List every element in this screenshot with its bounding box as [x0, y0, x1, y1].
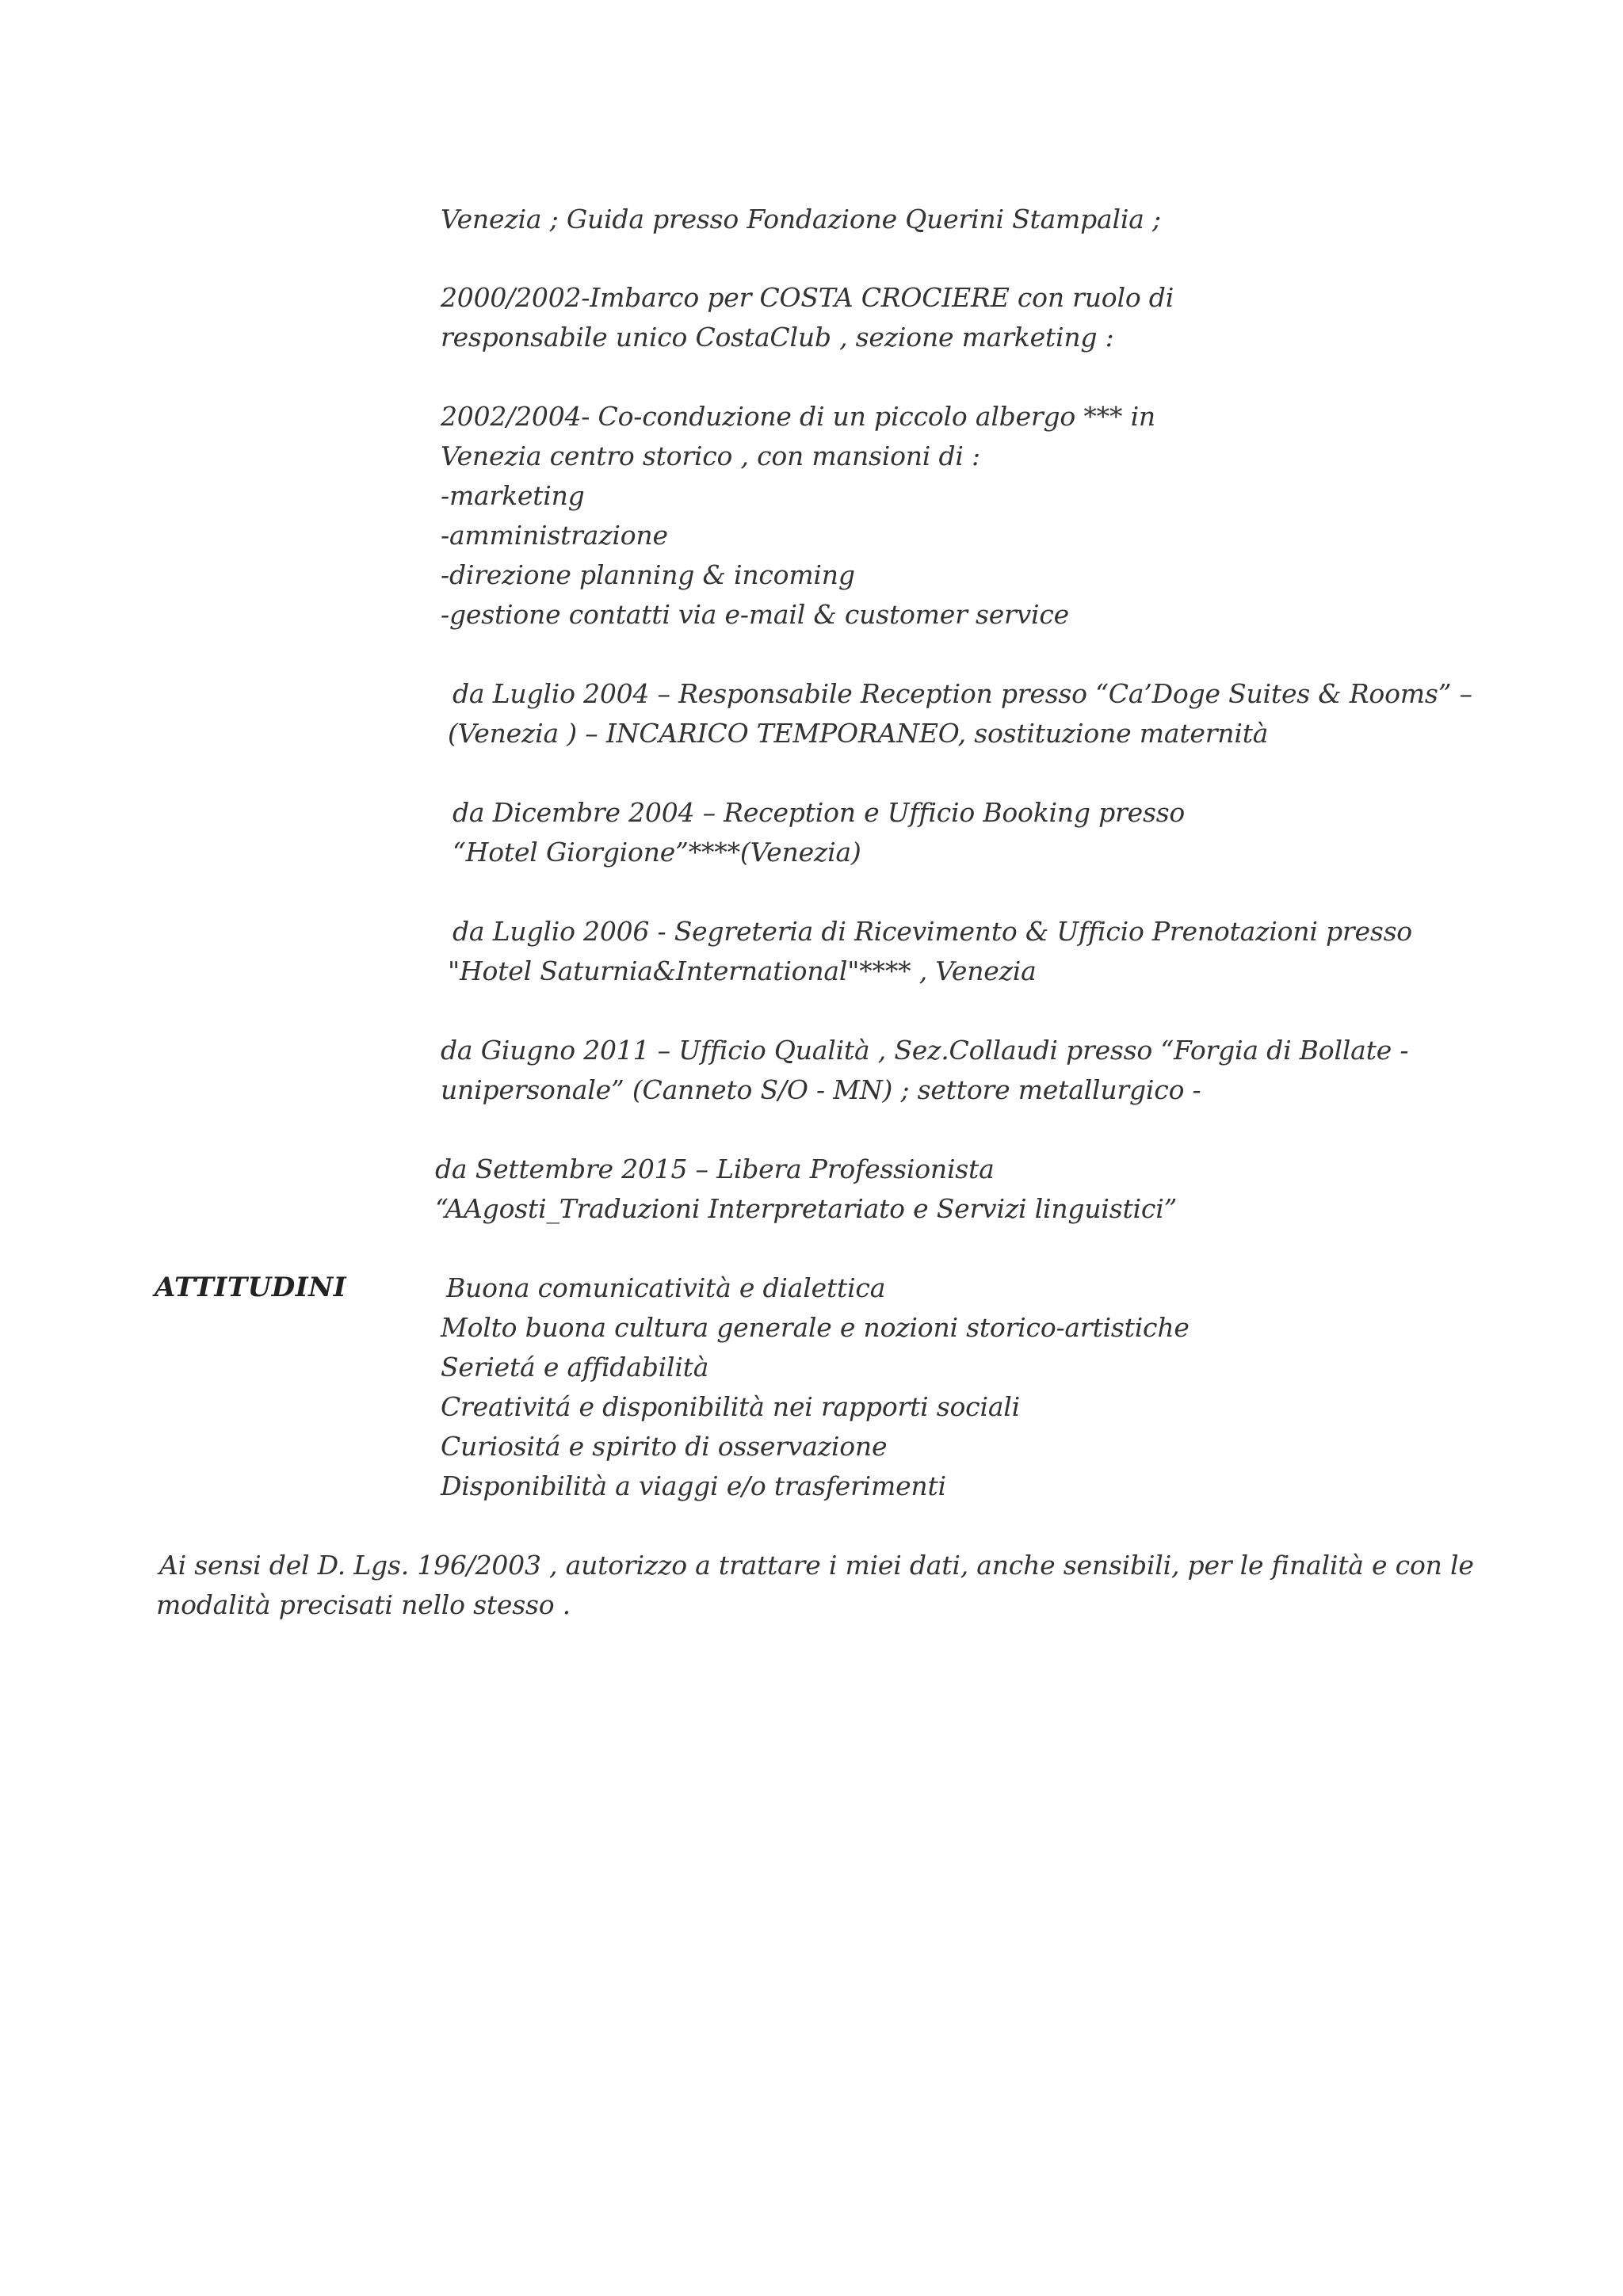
experience-line: Venezia ; Guida presso Fondazione Querini Stampalia ; [441, 204, 1161, 235]
section-heading-attitudini: ATTITUDINI [155, 1272, 347, 1303]
experience-line: da Luglio 2006 - Segreteria di Ricevimento & Ufficio Prenotazioni presso [453, 916, 1412, 947]
experience-line: -direzione planning & incoming [441, 559, 855, 590]
privacy-statement-line: Ai sensi del D. Lgs. 196/2003 , autorizzo a trattare i miei dati, anche sensibili, per le finalità e con le [159, 1550, 1474, 1581]
experience-line: responsabile unico CostaClub , sezione marketing : [441, 322, 1114, 353]
attitude-item: Disponibilità a viaggi e/o trasferimenti [441, 1470, 946, 1501]
privacy-statement-line: modalità precisati nello stesso . [156, 1589, 571, 1620]
attitude-item: Molto buona cultura generale e nozioni storico-artistiche [441, 1312, 1190, 1343]
experience-line: unipersonale” (Canneto S/O - MN) ; settore metallurgico - [441, 1074, 1201, 1105]
experience-line: 2002/2004- Co-conduzione di un piccolo albergo *** in [441, 401, 1155, 432]
attitude-item: Buona comunicatività e dialettica [446, 1272, 886, 1303]
experience-line: da Giugno 2011 – Ufficio Qualità , Sez.Collaudi presso “Forgia di Bollate - [441, 1035, 1409, 1066]
experience-line: (Venezia ) – INCARICO TEMPORANEO, sostituzione maternità [448, 718, 1269, 749]
experience-line: da Dicembre 2004 – Reception e Ufficio Booking presso [453, 797, 1186, 828]
experience-line: “Hotel Giorgione”****(Venezia) [453, 837, 861, 868]
experience-line: -amministrazione [441, 520, 668, 551]
attitude-item: Creativitá e disponibilità nei rapporti sociali [441, 1391, 1021, 1422]
experience-line: da Settembre 2015 – Libera Professionista [435, 1154, 995, 1184]
experience-line: "Hotel Saturnia&International"**** , Venezia [448, 955, 1037, 986]
experience-line: -marketing [441, 480, 585, 511]
experience-line: 2000/2002-Imbarco per COSTA CROCIERE con ruolo di [441, 282, 1174, 313]
experience-line: -gestione contatti via e-mail & customer service [441, 599, 1070, 630]
experience-line: Venezia centro storico , con mansioni di : [441, 441, 980, 471]
experience-line: “AAgosti_Traduzioni Interpretariato e Servizi linguistici” [435, 1193, 1178, 1224]
attitude-item: Curiositá e spirito di osservazione [441, 1431, 888, 1462]
experience-line: da Luglio 2004 – Responsabile Reception presso “Ca’Doge Suites & Rooms” – [453, 678, 1472, 709]
attitude-item: Serietá e affidabilità [441, 1352, 709, 1383]
